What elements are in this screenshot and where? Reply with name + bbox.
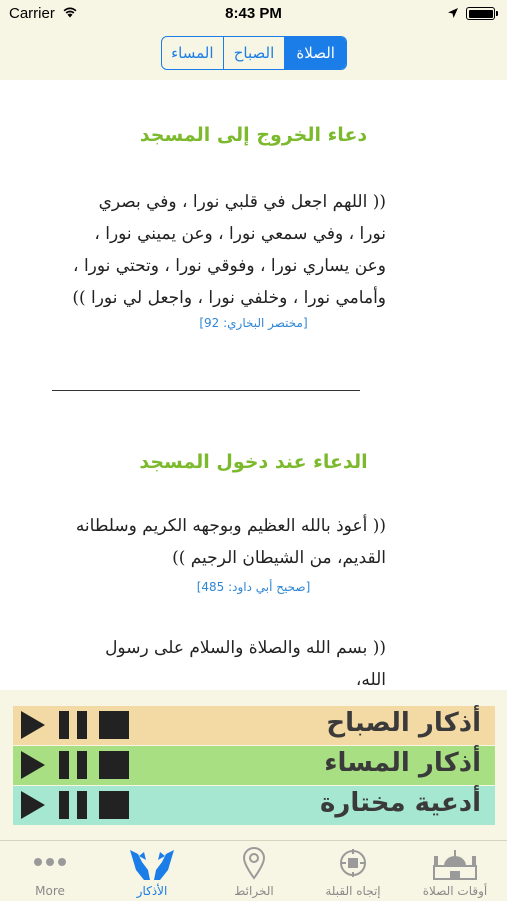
carrier-label: Carrier: [9, 5, 55, 22]
map-pin-icon: [241, 846, 267, 880]
tab-bar: [0, 840, 507, 901]
tab-label: الأذكار: [136, 884, 168, 898]
play-icon[interactable]: [21, 711, 45, 739]
clock-time: 8:43 PM: [225, 5, 282, 22]
qibla-icon: [338, 846, 368, 880]
dua-reference: [صحيح أبي داود: 485]: [196, 580, 311, 594]
location-arrow-icon: [447, 7, 459, 19]
tab-prayer-times[interactable]: [405, 841, 505, 901]
player-bar-evening: [13, 746, 495, 785]
stop-icon[interactable]: [99, 791, 129, 819]
segment-prayer[interactable]: الصلاة: [284, 37, 346, 69]
stop-icon[interactable]: [99, 711, 129, 739]
praying-hands-icon: [126, 846, 178, 882]
more-dots-icon: [33, 857, 67, 867]
adhkar-content[interactable]: [0, 80, 507, 690]
stop-icon[interactable]: [99, 751, 129, 779]
section-title: الدعاء عند دخول المسجد: [139, 451, 368, 473]
player-bar-selected-duas: [13, 786, 495, 825]
tab-label: أوقات الصلاة: [422, 884, 488, 898]
tab-adhkar[interactable]: [102, 841, 202, 901]
player-title: أذكار الصباح: [326, 708, 481, 738]
segment-evening[interactable]: المساء: [171, 44, 214, 62]
tab-maps[interactable]: [204, 841, 304, 901]
segment-control: [161, 36, 347, 70]
dua-text: (( اللهم اجعل في قلبي نورا ، وفي بصري نورا ، وفي سمعي نورا ، وعن يميني نورا ، وعن يساري نورا ، وفوقي نورا ، وتحتي نورا ، وأمامي نورا ، وخلفي نورا ، واجعل لي نورا )): [72, 192, 386, 308]
player-bar-morning: [13, 706, 495, 745]
audio-players: [0, 690, 507, 840]
dua-text: (( بسم الله والصلاة والسلام على رسول الله،: [105, 638, 386, 690]
play-icon[interactable]: [21, 751, 45, 779]
tab-label: الخرائط: [234, 884, 274, 898]
section-title: دعاء الخروج إلى المسجد: [139, 124, 368, 146]
battery-icon: [466, 7, 495, 20]
tab-label: إتجاه القبلة: [325, 884, 381, 898]
nav-bar: [0, 28, 507, 80]
mosque-icon: [430, 846, 480, 880]
pause-icon[interactable]: [59, 791, 87, 819]
status-bar: [0, 0, 507, 28]
tab-qibla[interactable]: [303, 841, 403, 901]
play-icon[interactable]: [21, 791, 45, 819]
tab-label: More: [35, 884, 65, 898]
pause-icon[interactable]: [59, 711, 87, 739]
section-divider: [52, 390, 360, 391]
pause-icon[interactable]: [59, 751, 87, 779]
player-title: أدعية مختارة: [320, 788, 481, 818]
dua-text: (( أعوذ بالله العظيم وبوجهه الكريم وسلطانه القديم، من الشيطان الرجيم )): [75, 516, 386, 568]
player-title: أذكار المساء: [324, 748, 481, 778]
dua-reference: [مختصر البخاري: 92]: [199, 316, 308, 330]
tab-more[interactable]: [0, 841, 100, 901]
segment-morning[interactable]: الصباح: [223, 37, 285, 69]
